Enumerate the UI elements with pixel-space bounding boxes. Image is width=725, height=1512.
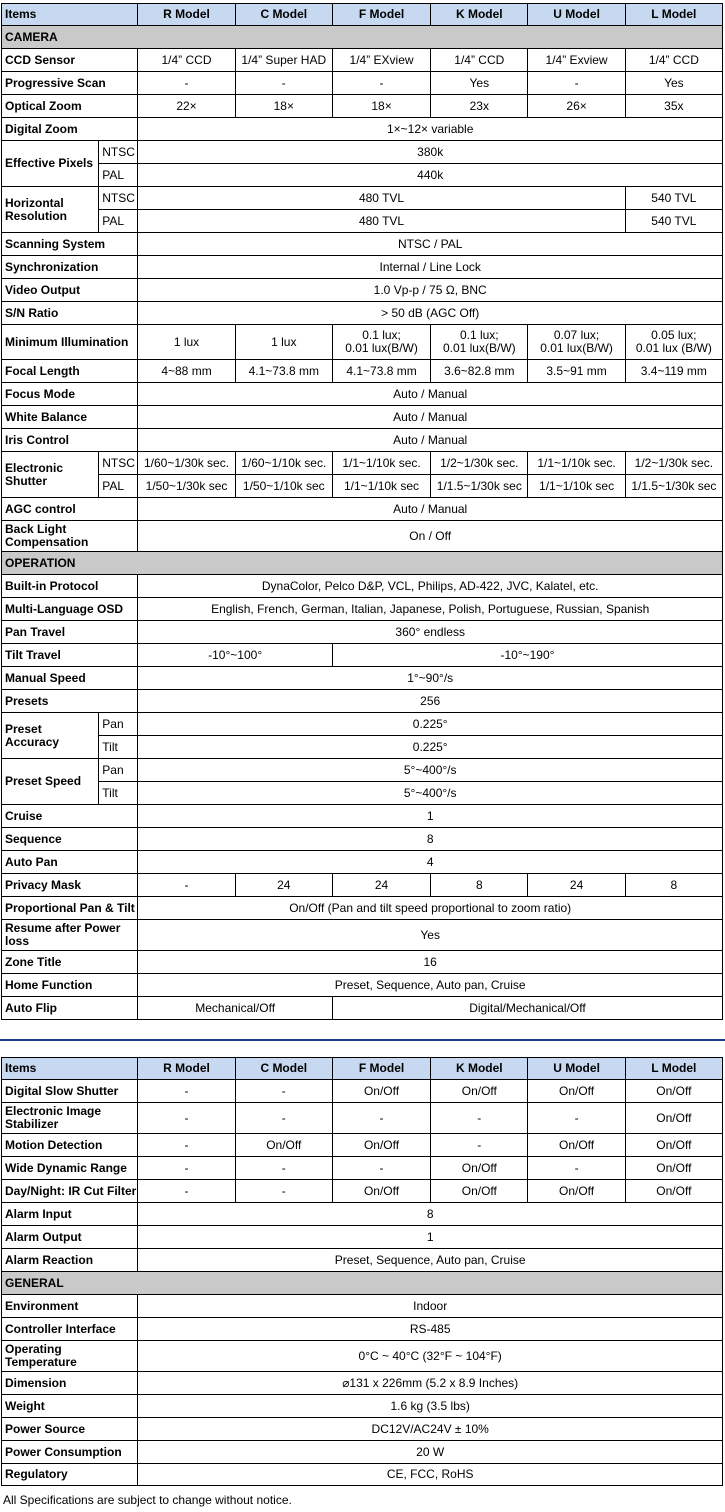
table-row	[2, 1418, 723, 1441]
cell: -	[235, 1180, 332, 1203]
cell: -	[138, 1134, 235, 1157]
table-row	[2, 325, 723, 360]
row-label: Motion Detection	[2, 1134, 138, 1157]
table-row	[2, 1103, 723, 1134]
cell: 1/4” EXview	[332, 49, 430, 72]
cell: -	[138, 874, 235, 897]
row-label: S/N Ratio	[2, 302, 138, 325]
cell: 23x	[431, 95, 528, 118]
table-row	[2, 406, 723, 429]
row-label: CCD Sensor	[2, 49, 138, 72]
row-label: Horizontal Resolution	[2, 187, 99, 233]
row-label: Scanning System	[2, 233, 138, 256]
row-label: Environment	[2, 1295, 138, 1318]
table-row	[2, 690, 723, 713]
table-row	[2, 951, 723, 974]
cell: 380k	[138, 141, 723, 164]
cell: 1/4” CCD	[138, 49, 235, 72]
cell: -	[138, 1180, 235, 1203]
cell: Yes	[431, 72, 528, 95]
row-label: Auto Pan	[2, 851, 138, 874]
cell: 0°C ~ 40°C (32°F ~ 104°F)	[138, 1341, 723, 1372]
section-operation: OPERATION	[2, 552, 723, 575]
cell: 18×	[332, 95, 430, 118]
cell: On/Off	[528, 1134, 625, 1157]
cell: -10°~190°	[332, 644, 722, 667]
cell: 1	[138, 1226, 723, 1249]
table-row	[2, 920, 723, 951]
cell: 1/4” CCD	[625, 49, 722, 72]
table-row	[2, 997, 723, 1020]
cell: 1/1~1/10k sec.	[332, 452, 430, 475]
row-label: Iris Control	[2, 429, 138, 452]
header-items: Items	[2, 1058, 138, 1080]
row-label: Alarm Output	[2, 1226, 138, 1249]
cell: -	[528, 1157, 625, 1180]
header-c-model: C Model	[235, 1058, 332, 1080]
table-row	[2, 233, 723, 256]
table-row	[2, 1341, 723, 1372]
cell: 1.6 kg (3.5 lbs)	[138, 1395, 723, 1418]
cell: 35x	[625, 95, 722, 118]
sub-label: Pan	[99, 713, 138, 736]
table-row	[2, 95, 723, 118]
table-row	[2, 805, 723, 828]
table-row	[2, 1226, 723, 1249]
cell: On/Off	[332, 1134, 430, 1157]
sub-label: NTSC	[99, 187, 138, 210]
row-label: Built-in Protocol	[2, 575, 138, 598]
section-camera: CAMERA	[2, 26, 723, 49]
cell: On/Off	[431, 1180, 528, 1203]
cell: -	[528, 72, 625, 95]
cell: 8	[138, 828, 723, 851]
cell: -	[235, 1103, 332, 1134]
cell: 480 TVL	[138, 187, 625, 210]
row-label: Home Function	[2, 974, 138, 997]
cell: 0.1 lux; 0.01 lux(B/W)	[431, 325, 528, 360]
row-label: Weight	[2, 1395, 138, 1418]
header-u-model: U Model	[528, 1058, 625, 1080]
cell: DynaColor, Pelco D&P, VCL, Philips, AD-422, JVC, Kalatel, etc.	[138, 575, 723, 598]
sub-label: Tilt	[99, 782, 138, 805]
cell: 1/4” Exview	[528, 49, 625, 72]
cell: -	[332, 1157, 430, 1180]
spec-table-features-general	[1, 1057, 723, 1486]
table-row	[2, 713, 723, 736]
row-label: Tilt Travel	[2, 644, 138, 667]
cell: 480 TVL	[138, 210, 625, 233]
cell: 540 TVL	[625, 210, 722, 233]
row-label: Sequence	[2, 828, 138, 851]
cell: On/Off	[625, 1157, 722, 1180]
row-label: Preset Speed	[2, 759, 99, 805]
cell: 1/1.5~1/30k sec	[431, 475, 528, 498]
table-row	[2, 360, 723, 383]
row-label: Dimension	[2, 1372, 138, 1395]
cell: 24	[332, 874, 430, 897]
cell: 16	[138, 951, 723, 974]
cell: -	[528, 1103, 625, 1134]
table-row	[2, 874, 723, 897]
table-row	[2, 475, 723, 498]
cell: 0.07 lux; 0.01 lux(B/W)	[528, 325, 625, 360]
cell: 20 W	[138, 1441, 723, 1464]
cell: 1/60~1/10k sec.	[235, 452, 332, 475]
row-label: Focus Mode	[2, 383, 138, 406]
cell: 1.0 Vp-p / 75 Ω, BNC	[138, 279, 723, 302]
cell: 1°~90°/s	[138, 667, 723, 690]
row-label: Power Source	[2, 1418, 138, 1441]
cell: On/Off	[235, 1134, 332, 1157]
cell: 440k	[138, 164, 723, 187]
header-c-model: C Model	[235, 4, 332, 26]
cell: -	[235, 72, 332, 95]
sub-label: PAL	[99, 475, 138, 498]
cell: Mechanical/Off	[138, 997, 333, 1020]
spec-table-camera-operation	[1, 3, 723, 1020]
header-l-model: L Model	[625, 4, 722, 26]
cell: -	[332, 72, 430, 95]
cell: CE, FCC, RoHS	[138, 1464, 723, 1486]
cell: 360° endless	[138, 621, 723, 644]
cell: On/Off	[625, 1103, 722, 1134]
cell: Internal / Line Lock	[138, 256, 723, 279]
row-label: Cruise	[2, 805, 138, 828]
cell: On/Off	[332, 1080, 430, 1103]
row-label: Progressive Scan	[2, 72, 138, 95]
table-row	[2, 1157, 723, 1180]
row-label: Electronic Image Stabilizer	[2, 1103, 138, 1134]
header-row	[2, 4, 723, 26]
cell: 1 lux	[138, 325, 235, 360]
header-l-model: L Model	[625, 1058, 722, 1080]
cell: 5°~400°/s	[138, 782, 723, 805]
table-row	[2, 644, 723, 667]
row-label: Digital Zoom	[2, 118, 138, 141]
cell: On / Off	[138, 521, 723, 552]
row-label: Auto Flip	[2, 997, 138, 1020]
cell: On/Off	[528, 1080, 625, 1103]
section-row	[2, 552, 723, 575]
table-row	[2, 897, 723, 920]
table-row	[2, 1464, 723, 1486]
cell: 22×	[138, 95, 235, 118]
table-row	[2, 279, 723, 302]
cell: 1/50~1/30k sec	[138, 475, 235, 498]
cell: -	[138, 1080, 235, 1103]
cell: 4~88 mm	[138, 360, 235, 383]
cell: Preset, Sequence, Auto pan, Cruise	[138, 1249, 723, 1272]
cell: 1/4” CCD	[431, 49, 528, 72]
table-row	[2, 1441, 723, 1464]
cell: 4.1~73.8 mm	[332, 360, 430, 383]
table-row	[2, 452, 723, 475]
cell: 1/4” Super HAD	[235, 49, 332, 72]
cell: Auto / Manual	[138, 406, 723, 429]
table-row	[2, 667, 723, 690]
sub-label: Tilt	[99, 736, 138, 759]
cell: 1/2~1/30k sec.	[431, 452, 528, 475]
row-label: Pan Travel	[2, 621, 138, 644]
cell: Indoor	[138, 1295, 723, 1318]
table-row	[2, 621, 723, 644]
cell: Yes	[138, 920, 723, 951]
row-label: Alarm Input	[2, 1203, 138, 1226]
table-row	[2, 782, 723, 805]
cell: 540 TVL	[625, 187, 722, 210]
cell: 0.05 lux; 0.01 lux (B/W)	[625, 325, 722, 360]
cell: 1/1~1/10k sec.	[528, 452, 625, 475]
table-row	[2, 118, 723, 141]
footnote: All Specifications are subject to change without notice.	[3, 1493, 292, 1507]
table-row	[2, 302, 723, 325]
cell: 1 lux	[235, 325, 332, 360]
row-label: AGC control	[2, 498, 138, 521]
cell: 1/2~1/30k sec.	[625, 452, 722, 475]
cell: 8	[431, 874, 528, 897]
table-row	[2, 1318, 723, 1341]
cell: 8	[625, 874, 722, 897]
header-row	[2, 1058, 723, 1080]
cell: -10°~100°	[138, 644, 333, 667]
header-f-model: F Model	[332, 4, 430, 26]
cell: Auto / Manual	[138, 383, 723, 406]
cell: RS-485	[138, 1318, 723, 1341]
cell: On/Off	[625, 1180, 722, 1203]
table-row	[2, 759, 723, 782]
table-row	[2, 210, 723, 233]
row-label: Wide Dynamic Range	[2, 1157, 138, 1180]
table-row	[2, 498, 723, 521]
cell: -	[332, 1103, 430, 1134]
row-label: Resume after Power loss	[2, 920, 138, 951]
cell: 1/50~1/10k sec	[235, 475, 332, 498]
row-label: Privacy Mask	[2, 874, 138, 897]
table-row	[2, 575, 723, 598]
cell: 0.1 lux; 0.01 lux(B/W)	[332, 325, 430, 360]
cell: 4.1~73.8 mm	[235, 360, 332, 383]
row-label: Electronic Shutter	[2, 452, 99, 498]
cell: 24	[528, 874, 625, 897]
sub-label: NTSC	[99, 141, 138, 164]
row-label: Preset Accuracy	[2, 713, 99, 759]
cell: 8	[138, 1203, 723, 1226]
cell: Yes	[625, 72, 722, 95]
cell: On/Off	[431, 1080, 528, 1103]
table-row	[2, 49, 723, 72]
cell: 1×~12× variable	[138, 118, 723, 141]
sub-label: Pan	[99, 759, 138, 782]
row-label: Focal Length	[2, 360, 138, 383]
table-row	[2, 187, 723, 210]
row-label: Alarm Reaction	[2, 1249, 138, 1272]
cell: -	[431, 1134, 528, 1157]
row-label: Power Consumption	[2, 1441, 138, 1464]
table-row	[2, 164, 723, 187]
cell: 1/1.5~1/30k sec	[625, 475, 722, 498]
cell: 18×	[235, 95, 332, 118]
header-r-model: R Model	[138, 1058, 235, 1080]
page-divider	[0, 1039, 725, 1041]
row-label: Synchronization	[2, 256, 138, 279]
cell: -	[235, 1080, 332, 1103]
cell: 5°~400°/s	[138, 759, 723, 782]
cell: 1/60~1/30k sec.	[138, 452, 235, 475]
cell: 24	[235, 874, 332, 897]
cell: 1	[138, 805, 723, 828]
table-row	[2, 72, 723, 95]
row-label: Back Light Compensation	[2, 521, 138, 552]
cell: -	[431, 1103, 528, 1134]
cell: 3.6~82.8 mm	[431, 360, 528, 383]
table-row	[2, 256, 723, 279]
table-row	[2, 828, 723, 851]
cell: 3.4~119 mm	[625, 360, 722, 383]
header-r-model: R Model	[138, 4, 235, 26]
header-f-model: F Model	[332, 1058, 430, 1080]
row-label: Digital Slow Shutter	[2, 1080, 138, 1103]
row-label: Regulatory	[2, 1464, 138, 1486]
cell: 26×	[528, 95, 625, 118]
table-row	[2, 1372, 723, 1395]
table-row	[2, 429, 723, 452]
cell: -	[138, 72, 235, 95]
row-label: White Balance	[2, 406, 138, 429]
table-row	[2, 598, 723, 621]
cell: On/Off	[625, 1080, 722, 1103]
cell: On/Off	[332, 1180, 430, 1203]
row-label: Video Output	[2, 279, 138, 302]
cell: Auto / Manual	[138, 429, 723, 452]
table-row	[2, 1134, 723, 1157]
row-label: Multi-Language OSD	[2, 598, 138, 621]
table-row	[2, 1295, 723, 1318]
header-items: Items	[2, 4, 138, 26]
table-row	[2, 736, 723, 759]
cell: On/Off (Pan and tilt speed proportional to zoom ratio)	[138, 897, 723, 920]
cell: 4	[138, 851, 723, 874]
cell: NTSC / PAL	[138, 233, 723, 256]
cell: -	[138, 1103, 235, 1134]
cell: 1/1~1/10k sec	[528, 475, 625, 498]
section-row	[2, 26, 723, 49]
row-label: Effective Pixels	[2, 141, 99, 187]
cell: -	[235, 1157, 332, 1180]
cell: 1/1~1/10k sec	[332, 475, 430, 498]
table-row	[2, 1249, 723, 1272]
section-row	[2, 1272, 723, 1295]
section-general: GENERAL	[2, 1272, 723, 1295]
cell: 0.225°	[138, 736, 723, 759]
table-row	[2, 521, 723, 552]
row-label: Presets	[2, 690, 138, 713]
row-label: Minimum Illumination	[2, 325, 138, 360]
table-row	[2, 141, 723, 164]
cell: On/Off	[431, 1157, 528, 1180]
cell: Digital/Mechanical/Off	[332, 997, 722, 1020]
cell: Auto / Manual	[138, 498, 723, 521]
cell: > 50 dB (AGC Off)	[138, 302, 723, 325]
cell: On/Off	[528, 1180, 625, 1203]
sub-label: NTSC	[99, 452, 138, 475]
header-u-model: U Model	[528, 4, 625, 26]
table-row	[2, 974, 723, 997]
cell: 0.225°	[138, 713, 723, 736]
sub-label: PAL	[99, 210, 138, 233]
table-row	[2, 383, 723, 406]
cell: 256	[138, 690, 723, 713]
row-label: Controller Interface	[2, 1318, 138, 1341]
row-label: Zone Title	[2, 951, 138, 974]
table-row	[2, 1203, 723, 1226]
table-row	[2, 1080, 723, 1103]
row-label: Proportional Pan & Tilt	[2, 897, 138, 920]
header-k-model: K Model	[431, 4, 528, 26]
cell: English, French, German, Italian, Japanese, Polish, Portuguese, Russian, Spanish	[138, 598, 723, 621]
cell: ⌀131 x 226mm (5.2 x 8.9 Inches)	[138, 1372, 723, 1395]
cell: Preset, Sequence, Auto pan, Cruise	[138, 974, 723, 997]
cell: 3.5~91 mm	[528, 360, 625, 383]
row-label: Day/Night: IR Cut Filter	[2, 1180, 138, 1203]
sub-label: PAL	[99, 164, 138, 187]
cell: DC12V/AC24V ± 10%	[138, 1418, 723, 1441]
row-label: Optical Zoom	[2, 95, 138, 118]
row-label: Manual Speed	[2, 667, 138, 690]
table-row	[2, 1395, 723, 1418]
cell: -	[138, 1157, 235, 1180]
row-label: Operating Temperature	[2, 1341, 138, 1372]
cell: On/Off	[625, 1134, 722, 1157]
table-row	[2, 851, 723, 874]
header-k-model: K Model	[431, 1058, 528, 1080]
table-row	[2, 1180, 723, 1203]
